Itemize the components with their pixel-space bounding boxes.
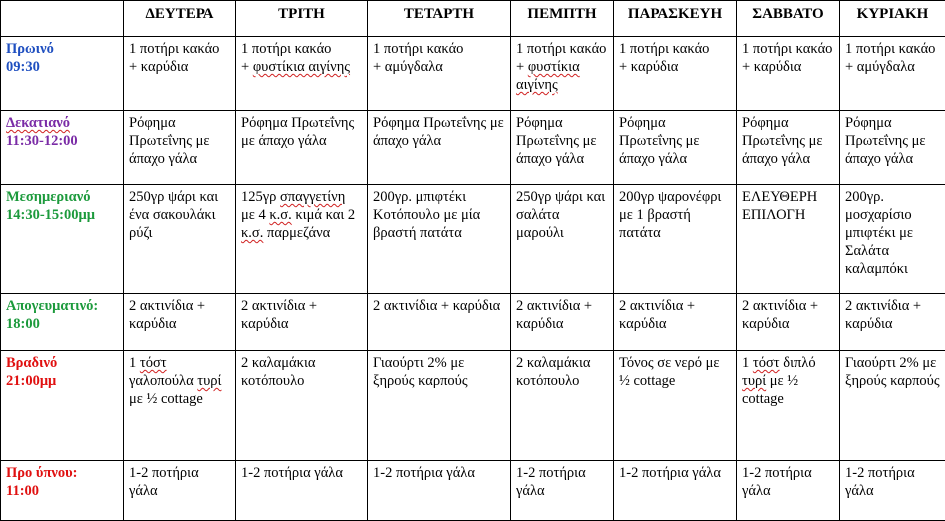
meal-cell-text: 1 ποτήρι κακάο + φυστίκια αιγίνης xyxy=(241,41,350,75)
meal-cell xyxy=(840,185,945,294)
meal-cell xyxy=(737,294,840,351)
meal-cell-text: 1-2 ποτήρια γάλα xyxy=(129,465,199,499)
spellcheck-underline: φυστίκια αιγίνης xyxy=(516,59,580,93)
meal-row xyxy=(1,294,945,351)
meal-row xyxy=(1,111,945,185)
meal-cell-text: Ρόφημα Πρωτεΐνης με άπαχο γάλα xyxy=(516,115,596,167)
meal-cell-text: 2 ακτινίδια + καρύδια xyxy=(742,298,818,332)
meal-time: 21:00μμ xyxy=(6,373,56,389)
meal-cell xyxy=(368,37,511,111)
meal-cell xyxy=(236,294,368,351)
meal-row xyxy=(1,461,945,521)
meal-cell xyxy=(737,461,840,521)
meal-cell-text: 1-2 ποτήρια γάλα xyxy=(516,465,586,499)
meal-cell xyxy=(236,111,368,185)
meal-label xyxy=(1,37,124,111)
meal-cell xyxy=(840,461,945,521)
meal-cell xyxy=(614,185,737,294)
meal-label xyxy=(1,185,124,294)
day-header: ΤΡΙΤΗ xyxy=(236,1,368,37)
spellcheck-underline: κ.σ. xyxy=(241,225,263,241)
meal-cell xyxy=(368,111,511,185)
meal-cell xyxy=(368,351,511,461)
day-header: ΠΕΜΠΤΗ xyxy=(511,1,614,37)
meal-cell xyxy=(737,111,840,185)
meal-cell xyxy=(236,37,368,111)
meal-cell-text: 2 καλαμάκια κοτόπουλο xyxy=(241,355,315,389)
meal-cell xyxy=(737,351,840,461)
day-header: ΣΑΒΒΑΤΟ xyxy=(737,1,840,37)
meal-cell-text: 1 ποτήρι κακάο + αμύγδαλα xyxy=(845,41,935,75)
meal-cell-text: 1-2 ποτήρια γάλα xyxy=(845,465,915,499)
meal-time: 11:00 xyxy=(6,483,39,499)
meal-cell xyxy=(511,185,614,294)
meal-cell-text: 1 τόστ διπλό τυρί με ½ cottage xyxy=(742,355,816,407)
meal-cell xyxy=(124,351,236,461)
meal-cell-text: Γιαούρτι 2% με ξηρούς καρπούς xyxy=(845,355,940,389)
meal-cell xyxy=(737,37,840,111)
meal-cell-text: 2 ακτινίδια + καρύδια xyxy=(845,298,921,332)
meal-cell-text: 1 ποτήρι κακάο + φυστίκια αιγίνης xyxy=(516,41,606,93)
meal-cell-text: Ρόφημα Πρωτεΐνης με άπαχο γάλα xyxy=(373,115,504,149)
meal-body xyxy=(1,37,945,521)
meal-cell xyxy=(840,111,945,185)
meal-cell xyxy=(368,461,511,521)
meal-cell xyxy=(614,294,737,351)
spellcheck-underline: τόστ xyxy=(140,355,167,371)
meal-cell xyxy=(124,461,236,521)
meal-cell-text: ΕΛΕΥΘΕΡΗ ΕΠΙΛΟΓΗ xyxy=(742,189,817,223)
meal-cell xyxy=(511,351,614,461)
meal-name: Προ ύπνου: xyxy=(6,465,77,481)
meal-name: Πρωινό xyxy=(6,41,54,57)
meal-cell-text: 1-2 ποτήρια γάλα xyxy=(373,465,475,481)
meal-cell-text: Γιαούρτι 2% με ξηρούς καρπούς xyxy=(373,355,468,389)
corner-cell xyxy=(1,1,124,37)
meal-cell-text: 125γρ σπαγγετίνη με 4 κ.σ. κιμά και 2 κ.σ. παρμεζάνα xyxy=(241,189,355,241)
meal-cell-text: 1-2 ποτήρια γάλα xyxy=(742,465,812,499)
header-row xyxy=(1,1,945,37)
meal-cell xyxy=(840,294,945,351)
meal-cell-text: 2 ακτινίδια + καρύδια xyxy=(619,298,695,332)
meal-cell-text: Ρόφημα Πρωτεΐνης με άπαχο γάλα xyxy=(129,115,209,167)
meal-name: Δεκατιανό xyxy=(6,115,70,131)
meal-cell xyxy=(236,461,368,521)
meal-cell-text: 200γρ. μπιφτέκι Κοτόπουλο με μία βραστή πατάτα xyxy=(373,189,480,241)
meal-cell xyxy=(614,351,737,461)
meal-label xyxy=(1,294,124,351)
meal-cell-text: 2 ακτινίδια + καρύδια xyxy=(516,298,592,332)
meal-cell-text: Ρόφημα Πρωτεΐνης με άπαχο γάλα xyxy=(241,115,354,149)
meal-cell-text: 1 ποτήρι κακάο + καρύδια xyxy=(129,41,219,75)
meal-cell-text: 2 ακτινίδια + καρύδια xyxy=(129,298,205,332)
meal-cell xyxy=(124,37,236,111)
meal-cell xyxy=(511,461,614,521)
meal-cell xyxy=(840,351,945,461)
meal-cell xyxy=(840,37,945,111)
meal-cell-text: Ρόφημα Πρωτεΐνης με άπαχο γάλα xyxy=(742,115,822,167)
meal-cell xyxy=(614,111,737,185)
meal-cell-text: 200γρ. μοσχαρίσιο μπιφτέκι με Σαλάτα καλαμπόκι xyxy=(845,189,913,277)
meal-time: 11:30-12:00 xyxy=(6,133,78,149)
day-header: ΠΑΡΑΣΚΕΥΗ xyxy=(614,1,737,37)
meal-label xyxy=(1,351,124,461)
meal-cell-text: 2 καλαμάκια κοτόπουλο xyxy=(516,355,590,389)
day-header: ΚΥΡΙΑΚΗ xyxy=(840,1,945,37)
meal-name: Απογευματινό: xyxy=(6,298,98,314)
meal-row xyxy=(1,185,945,294)
meal-cell-text: 250γρ ψάρι και σαλάτα μαρούλι xyxy=(516,189,605,241)
meal-cell xyxy=(368,185,511,294)
day-header: ΔΕΥΤΕΡΑ xyxy=(124,1,236,37)
meal-cell xyxy=(236,185,368,294)
meal-cell xyxy=(511,37,614,111)
meal-cell-text: 1 ποτήρι κακάο + αμύγδαλα xyxy=(373,41,463,75)
meal-cell xyxy=(614,37,737,111)
meal-time: 18:00 xyxy=(6,316,40,332)
meal-cell-text: 1 τόστ γαλοπούλα τυρί με ½ cottage xyxy=(129,355,221,407)
meal-cell-text: 2 ακτινίδια + καρύδια xyxy=(241,298,317,332)
spellcheck-underline: σπαγγετίνη xyxy=(280,189,345,205)
spellcheck-underline: τυρί xyxy=(197,373,221,389)
meal-cell-text: 1-2 ποτήρια γάλα xyxy=(619,465,721,481)
meal-name: Μεσημεριανό xyxy=(6,189,91,205)
meal-label xyxy=(1,461,124,521)
meal-cell-text: Τόνος σε νερό με ½ cottage xyxy=(619,355,719,389)
meal-cell xyxy=(124,185,236,294)
meal-cell xyxy=(614,461,737,521)
meal-cell-text: 250γρ ψάρι και ένα σακουλάκι ρύζι xyxy=(129,189,218,241)
meal-time: 09:30 xyxy=(6,59,40,75)
meal-label xyxy=(1,111,124,185)
meal-time: 14:30-15:00μμ xyxy=(6,207,95,223)
meal-cell-text: 200γρ ψαρονέφρι με 1 βραστή πατάτα xyxy=(619,189,721,241)
meal-cell xyxy=(511,111,614,185)
meal-row xyxy=(1,351,945,461)
meal-cell xyxy=(737,185,840,294)
meal-cell-text: 1 ποτήρι κακάο + καρύδια xyxy=(742,41,832,75)
meal-cell xyxy=(236,351,368,461)
meal-cell xyxy=(368,294,511,351)
meal-cell-text: Ρόφημα Πρωτεΐνης με άπαχο γάλα xyxy=(845,115,925,167)
meal-row xyxy=(1,37,945,111)
day-header: ΤΕΤΑΡΤΗ xyxy=(368,1,511,37)
meal-cell-text: 1 ποτήρι κακάο + καρύδια xyxy=(619,41,709,75)
spellcheck-underline: τυρί xyxy=(742,373,766,389)
spellcheck-underline: τόστ xyxy=(753,355,780,371)
meal-cell xyxy=(124,294,236,351)
meal-cell xyxy=(124,111,236,185)
spellcheck-underline: φυστίκια αιγίνης xyxy=(253,59,350,75)
meal-cell xyxy=(511,294,614,351)
meal-name: Βραδινό xyxy=(6,355,57,371)
meal-cell-text: 1-2 ποτήρια γάλα xyxy=(241,465,343,481)
meal-cell-text: Ρόφημα Πρωτεΐνης με άπαχο γάλα xyxy=(619,115,699,167)
meal-cell-text: 2 ακτινίδια + καρύδια xyxy=(373,298,500,314)
spellcheck-underline: κ.σ. xyxy=(269,207,291,223)
